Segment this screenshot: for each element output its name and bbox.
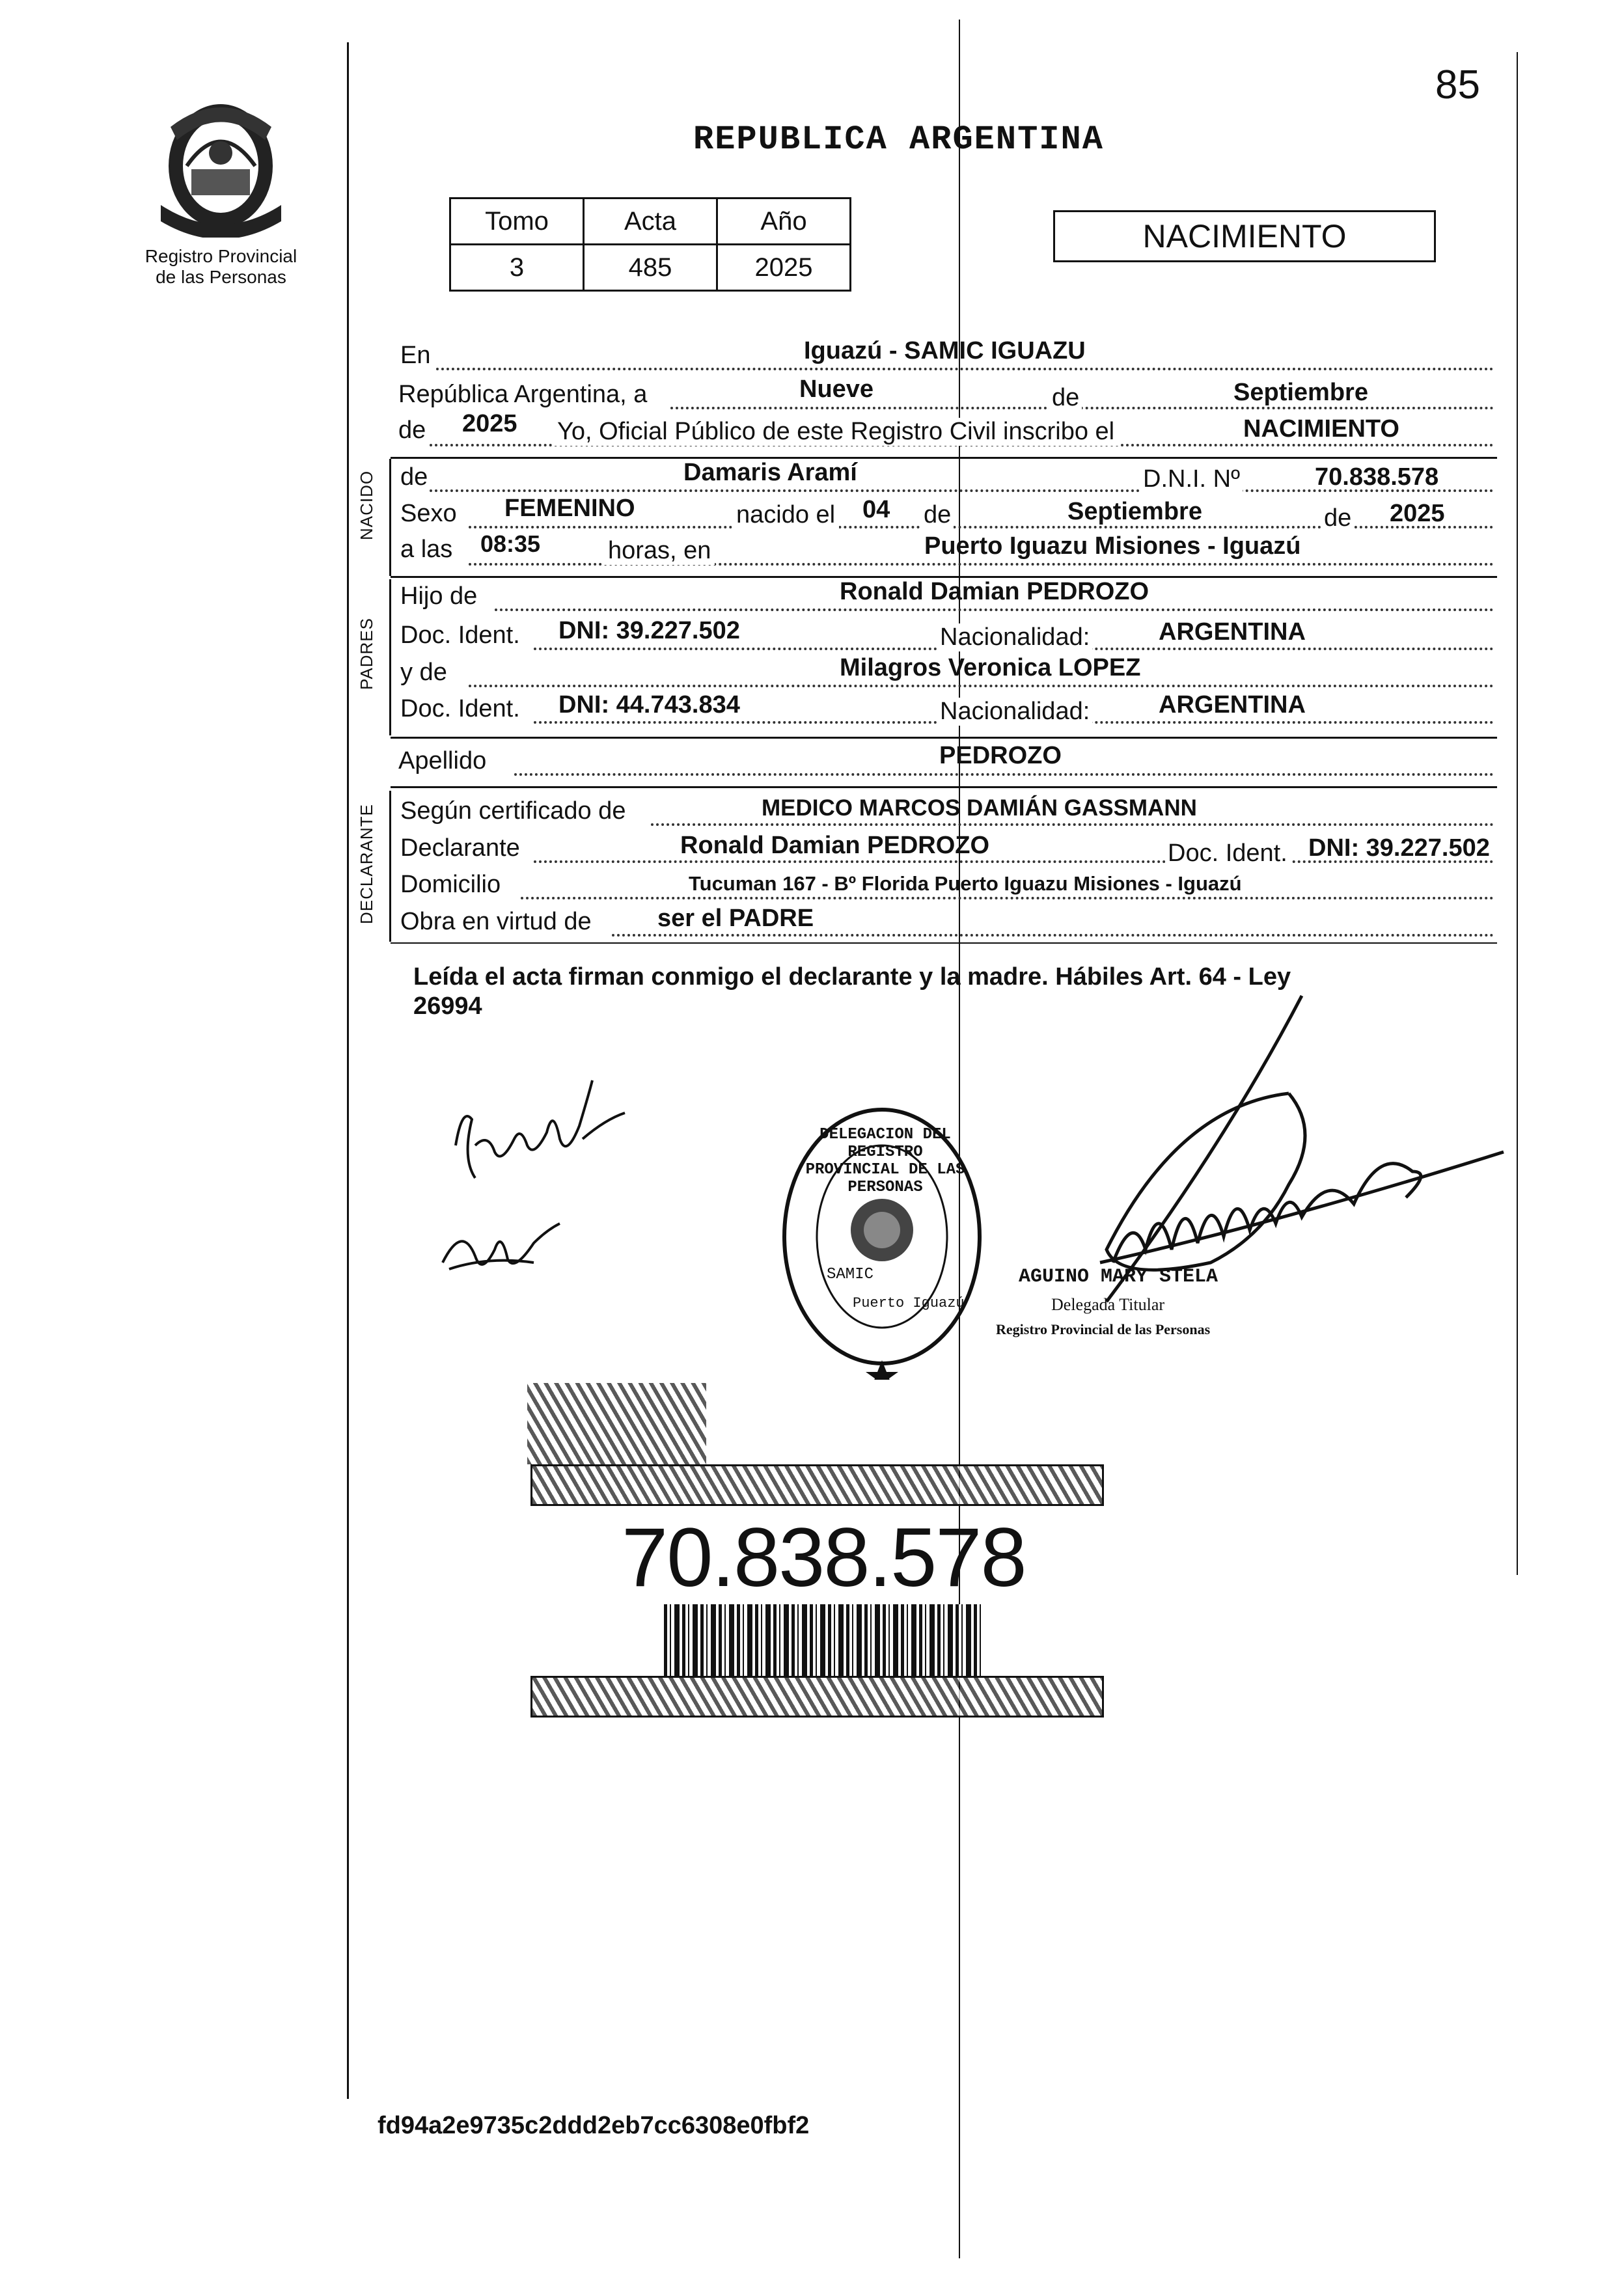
declarante-bracket xyxy=(389,791,391,942)
anio-value: 2025 xyxy=(717,245,851,291)
de2-label: de xyxy=(398,417,426,444)
security-serial: 70.838.578 xyxy=(622,1511,1026,1604)
horas-en-label: horas, en xyxy=(604,537,715,565)
closing-line-1: Leída el acta firman conmigo el declarante y la madre. Hábiles Art. 64 - Ley xyxy=(413,963,1291,991)
security-barcode xyxy=(664,1604,983,1676)
madre-doc-label: Doc. Ident. xyxy=(400,695,520,722)
nacido-de2-label: de xyxy=(921,501,954,529)
y-de-label: y de xyxy=(400,659,447,686)
closing-line-2: 26994 xyxy=(413,992,482,1020)
madre-doc: DNI: 44.743.834 xyxy=(558,691,740,719)
hijo-de-label: Hijo de xyxy=(400,582,478,610)
nacido-el-label: nacido el xyxy=(732,501,839,529)
nacido-de-label: de xyxy=(400,463,428,491)
republica-label: República Argentina, a xyxy=(398,381,648,408)
nacido-dia: 04 xyxy=(862,496,890,523)
acta-value: 485 xyxy=(584,245,717,291)
dotted-line xyxy=(469,685,1494,687)
declarante-doc: DNI: 39.227.502 xyxy=(1308,834,1490,862)
section-divider xyxy=(391,786,1497,788)
dotted-line xyxy=(612,934,1494,937)
madre-nombre: Milagros Veronica LOPEZ xyxy=(840,654,1141,681)
official-seal xyxy=(775,1100,989,1380)
domicilio-label: Domicilio xyxy=(400,871,501,898)
seal-inner-2: Puerto Iguazú xyxy=(853,1295,965,1311)
provincial-logo xyxy=(151,91,291,238)
official-office: Registro Provincial de las Personas xyxy=(996,1321,1211,1337)
acta-header: Acta xyxy=(584,198,717,245)
section-divider xyxy=(391,457,1497,459)
padre-nac: ARGENTINA xyxy=(1159,618,1306,646)
sexo-label: Sexo xyxy=(400,500,457,527)
nacido-mes: Septiembre xyxy=(1067,498,1202,525)
declarante-value: Ronald Damian PEDROZO xyxy=(680,832,990,859)
obra-label: Obra en virtud de xyxy=(400,908,592,935)
official-role: Delegada Titular xyxy=(1051,1295,1165,1314)
a-las-label: a las xyxy=(400,536,453,563)
declarante-label: Declarante xyxy=(400,834,520,862)
dotted-line xyxy=(651,823,1494,826)
nacido-bracket xyxy=(389,459,391,576)
padres-bracket xyxy=(389,579,391,735)
tomo-header: Tomo xyxy=(450,198,584,245)
madre-nac: ARGENTINA xyxy=(1159,691,1306,719)
seal-inner-1: SAMIC xyxy=(827,1266,874,1283)
obra-value: ser el PADRE xyxy=(657,905,814,932)
logo-caption-1: Registro Provincial xyxy=(145,246,297,266)
madre-signature xyxy=(436,1211,566,1292)
inscribo-text: Yo, Oficial Público de este Registro Civil inscribo el xyxy=(553,418,1118,446)
section-divider xyxy=(391,737,1497,739)
sexo-value: FEMENINO xyxy=(504,495,635,522)
dotted-line xyxy=(514,773,1494,776)
inscribo-value: NACIMIENTO xyxy=(1243,415,1399,443)
dni-label: D.N.I. Nº xyxy=(1140,465,1243,493)
padre-doc-label: Doc. Ident. xyxy=(400,622,520,649)
domicilio-value: Tucuman 167 - Bº Florida Puerto Iguazu Misiones - Iguazú xyxy=(689,872,1242,895)
padre-doc: DNI: 39.227.502 xyxy=(558,617,740,644)
declarante-side-label: DECLARANTE xyxy=(357,804,376,924)
nacido-dni: 70.838.578 xyxy=(1315,463,1439,491)
security-band-bottom xyxy=(530,1676,1104,1718)
nacido-de3-label: de xyxy=(1321,504,1354,532)
dotted-line xyxy=(436,368,1494,370)
en-label: En xyxy=(400,342,431,369)
dotted-line xyxy=(495,609,1494,611)
nacido-side-label: NACIDO xyxy=(357,470,376,540)
segun-label: Según certificado de xyxy=(400,797,626,825)
anio-header: Año xyxy=(717,198,851,245)
official-name: AGUINO MARY STELA xyxy=(1019,1266,1218,1288)
dia-value: Nueve xyxy=(799,376,874,403)
padres-side-label: PADRES xyxy=(357,618,376,690)
declarante-doc-label: Doc. Ident. xyxy=(1165,840,1290,868)
dotted-line xyxy=(521,897,1494,899)
anio-value: 2025 xyxy=(462,410,517,437)
right-margin-line xyxy=(1517,52,1518,1575)
dotted-line xyxy=(670,407,1494,409)
logo-caption-2: de las Personas xyxy=(156,267,286,287)
hora-value: 08:35 xyxy=(480,530,541,557)
security-band-top xyxy=(530,1464,1104,1506)
padre-nombre: Ronald Damian PEDROZO xyxy=(840,578,1149,605)
left-margin-line xyxy=(347,42,349,2099)
document-title: REPUBLICA ARGENTINA xyxy=(693,120,1104,159)
nacido-anio: 2025 xyxy=(1390,500,1445,527)
de-label: de xyxy=(1049,384,1082,412)
nacido-nombre: Damaris Aramí xyxy=(683,459,857,486)
padre-nac-label: Nacionalidad: xyxy=(937,623,1092,651)
page-number: 85 xyxy=(1435,62,1480,107)
madre-nac-label: Nacionalidad: xyxy=(937,698,1092,726)
declarante-signature xyxy=(443,1067,638,1201)
apellido-value: PEDROZO xyxy=(939,742,1062,769)
en-value: Iguazú - SAMIC IGUAZU xyxy=(804,337,1086,364)
lugar-value: Puerto Iguazu Misiones - Iguazú xyxy=(924,532,1301,560)
document-hash: fd94a2e9735c2ddd2eb7cc6308e0fbf2 xyxy=(378,2112,810,2139)
tomo-acta-anio-table xyxy=(449,197,851,292)
tomo-value: 3 xyxy=(450,245,584,291)
security-hologram xyxy=(527,1383,706,1464)
section-divider xyxy=(391,942,1497,944)
seal-ring-text: DELEGACION DEL REGISTRO PROVINCIAL DE LAS PERSONAS xyxy=(805,1126,965,1196)
mes-value: Septiembre xyxy=(1233,379,1368,406)
apellido-label: Apellido xyxy=(398,747,487,774)
segun-value: MEDICO MARCOS DAMIÁN GASSMANN xyxy=(762,795,1197,821)
doc-type-box: NACIMIENTO xyxy=(1053,210,1436,262)
